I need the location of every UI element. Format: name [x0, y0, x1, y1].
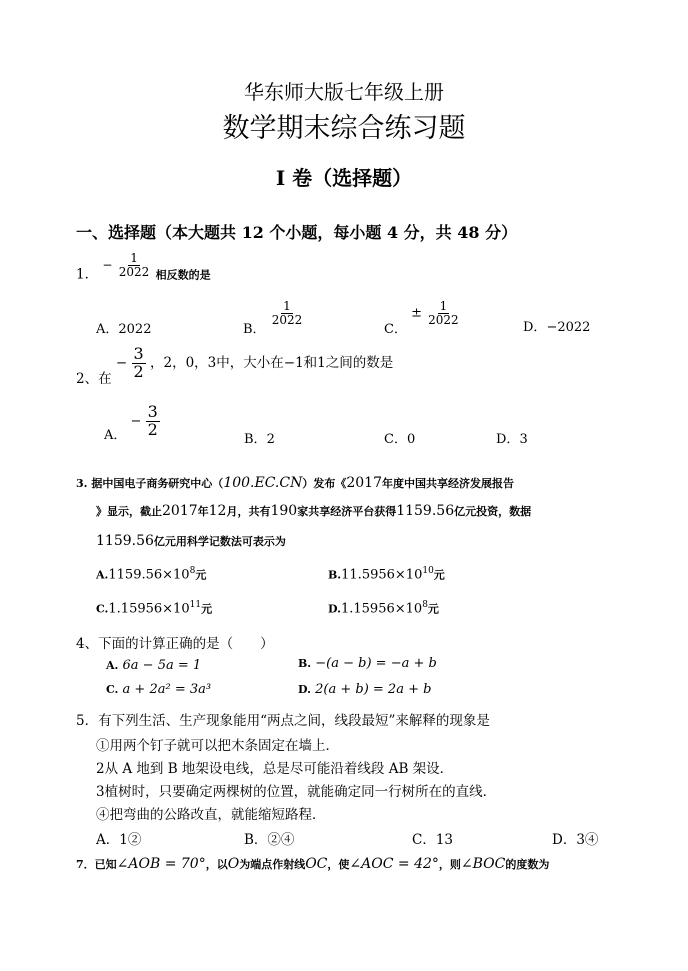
q4-option-a[interactable]: A. 6a − 5a = 1 [106, 658, 202, 673]
q5-statement-4: ④把弯曲的公路改直，就能缩短路程． [96, 807, 326, 823]
question-5-stem: 5．有下列生活、生产现象能用“两点之间，线段最短”来解释的现象是 [76, 713, 490, 729]
q4-option-b[interactable]: B. −(a − b) = −a + b [298, 656, 437, 671]
q5-option-d[interactable]: D．3④ [552, 832, 599, 848]
fraction: $\frac{3}{2}$ [133, 344, 144, 381]
q3-option-a[interactable]: $A.1159.56\times 10^8$元 [96, 566, 207, 583]
q4-option-c[interactable]: C. a + 2a² = 3a³ [106, 682, 212, 697]
q1-option-b[interactable]: B． $\frac{1}{2022}$ [243, 299, 303, 337]
q3-option-c[interactable]: $C.1.15956\times 10^{11}$元 [96, 600, 213, 617]
q1-option-a[interactable]: A．2022 [96, 322, 152, 337]
question-3-line-2: 》显示，截止2017年12月，共有190家共享经济平台获得1159.56亿元投资，数据 [96, 503, 532, 519]
question-number: 1． [76, 266, 99, 283]
q5-option-a[interactable]: A．1② [96, 832, 142, 848]
fraction: $\frac{1}{2022}$ [118, 251, 150, 279]
question-2-stem: 2、在 − $\frac{3}{2}$ ，2，0，3中，大小在−1和1之间的数是 [76, 344, 394, 387]
q5-statement-1: ①用两个钉子就可以把木条固定在墙上． [96, 738, 339, 754]
q2-option-d[interactable]: D．3 [496, 432, 528, 447]
q2-option-b[interactable]: B．2 [244, 432, 275, 447]
q3-option-b[interactable]: $B.11.5956\times 10^{10}$元 [328, 566, 445, 583]
question-3-line-1: 3. 据中国电子商务研究中心（100.EC.CN）发布《2017年度中国共享经济发展报告 [76, 475, 514, 491]
document-title-line2: 数学期末综合练习题 [222, 113, 466, 144]
document-title-line1: 华东师大版七年级上册 [244, 80, 444, 104]
q5-statement-2: 2从 A 地到 B 地架设电线，总是尽可能沿着线段 AB 架设． [96, 761, 454, 777]
question-4-stem: 4、下面的计算正确的是（ ） [76, 636, 274, 652]
q5-option-b[interactable]: B．②④ [244, 832, 295, 848]
q1-option-d[interactable]: D．−2022 [523, 320, 591, 335]
q5-statement-3: 3植树时，只要确定两棵树的位置，就能确定同一行树所在的直线． [96, 784, 497, 800]
section-heading: 一、选择题（本大题共 12 个小题，每小题 4 分，共 48 分） [76, 223, 518, 242]
question-3-line-3: 1159.56亿元用科学记数法可表示为 [96, 533, 286, 549]
q2-option-c[interactable]: C．0 [384, 432, 416, 447]
q2-option-a[interactable]: A． − $\frac{3}{2}$ [104, 402, 158, 443]
question-7-stem: 7．已知∠AOB = 70°，以O为端点作射线OC，使∠AOC = 42°，则∠BOC的度数为 [76, 856, 550, 872]
q3-option-d[interactable]: $D.1.15956\times 10^8$元 [328, 600, 439, 617]
question-1-stem: 1． − $\frac{1}{2022}$ 相反数的是 [76, 251, 211, 283]
q5-option-c[interactable]: C．13 [412, 832, 454, 848]
volume-heading: I 卷（选择题） [275, 166, 413, 190]
q4-option-d[interactable]: D. 2(a + b) = 2a + b [298, 682, 432, 697]
q1-option-c[interactable]: C． ± $\frac{1}{2022}$ [384, 299, 459, 337]
